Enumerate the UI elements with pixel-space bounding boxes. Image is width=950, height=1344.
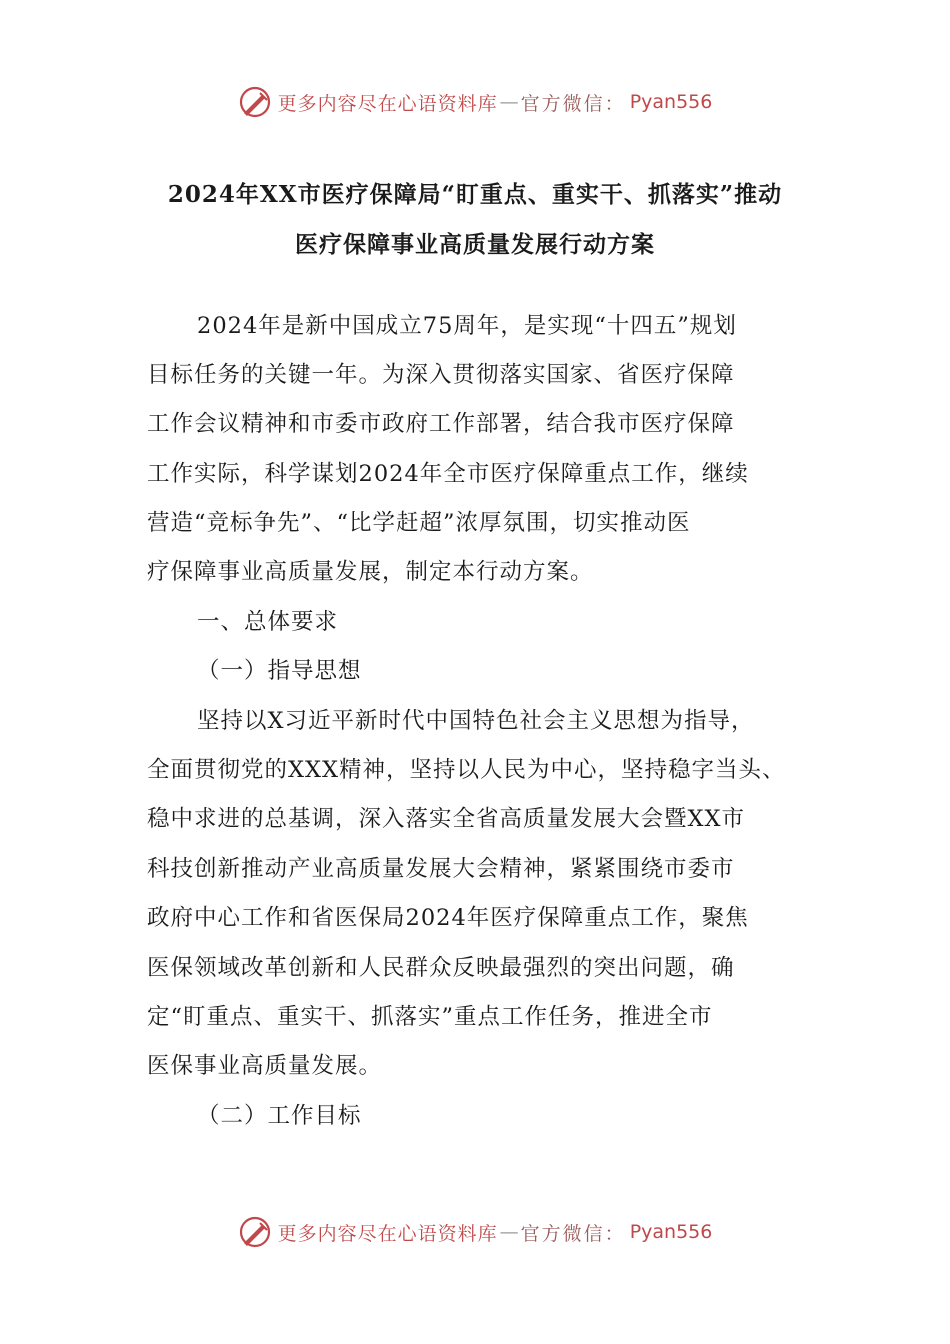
body-line: 稳中求进的总基调，深入落实全省高质量发展大会暨XX市 — [147, 806, 746, 832]
banner-separator: — — [499, 1221, 519, 1243]
banner-label: 官方微信： — [520, 1222, 626, 1245]
banner-main-text: 更多内容尽在心语资料库 — [277, 1222, 498, 1245]
body-line: 定“盯重点、重实干、抓落实”重点工作任务，推进全市 — [147, 1004, 713, 1030]
body-line: 科技创新推动产业高质量发展大会精神，紧紧围绕市委市 — [147, 856, 735, 882]
banner-separator: — — [499, 91, 519, 113]
document-title-line-1: 2024年XX市医疗保障局“盯重点、重实干、抓落实”推动 — [167, 181, 783, 208]
watermark-banner-bottom — [0, 1212, 950, 1252]
pen-in-circle-icon — [238, 85, 272, 119]
banner-main-text: 更多内容尽在心语资料库 — [277, 92, 498, 115]
body-line: 坚持以X习近平新时代中国特色社会主义思想为指导， — [197, 708, 755, 734]
body-line: 营造“竞标争先”、“比学赶超”浓厚氛围，切实推动医 — [147, 510, 691, 536]
banner-label: 官方微信： — [520, 92, 626, 115]
body-line: 医保事业高质量发展。 — [147, 1053, 383, 1079]
body-line: 工作会议精神和市委市政府工作部署，结合我市医疗保障 — [147, 411, 735, 437]
section-heading: 一、总体要求 — [197, 609, 339, 635]
body-line: 工作实际，科学谋划2024年全市医疗保障重点工作，继续 — [147, 461, 749, 487]
document-title-line-2: 医疗保障事业高质量发展行动方案 — [295, 231, 655, 258]
body-line: 目标任务的关键一年。为深入贯彻落实国家、省医疗保障 — [147, 362, 735, 388]
subsection-heading: （二）工作目标 — [197, 1103, 362, 1129]
body-line: 政府中心工作和省医保局2024年医疗保障重点工作，聚焦 — [147, 905, 749, 931]
subsection-heading: （一）指导思想 — [197, 658, 362, 684]
body-line: 疗保障事业高质量发展，制定本行动方案。 — [147, 559, 594, 585]
banner-wechat-id: Pyan556 — [629, 1221, 713, 1243]
watermark-banner-top — [0, 82, 950, 122]
body-line: 全面贯彻党的XXX精神，坚持以人民为中心，坚持稳字当头、 — [147, 757, 786, 783]
pen-in-circle-icon — [238, 1215, 272, 1249]
body-line: 2024年是新中国成立75周年，是实现“十四五”规划 — [197, 313, 737, 339]
body-line: 医保领域改革创新和人民群众反映最强烈的突出问题，确 — [147, 955, 735, 981]
banner-wechat-id: Pyan556 — [629, 91, 713, 113]
